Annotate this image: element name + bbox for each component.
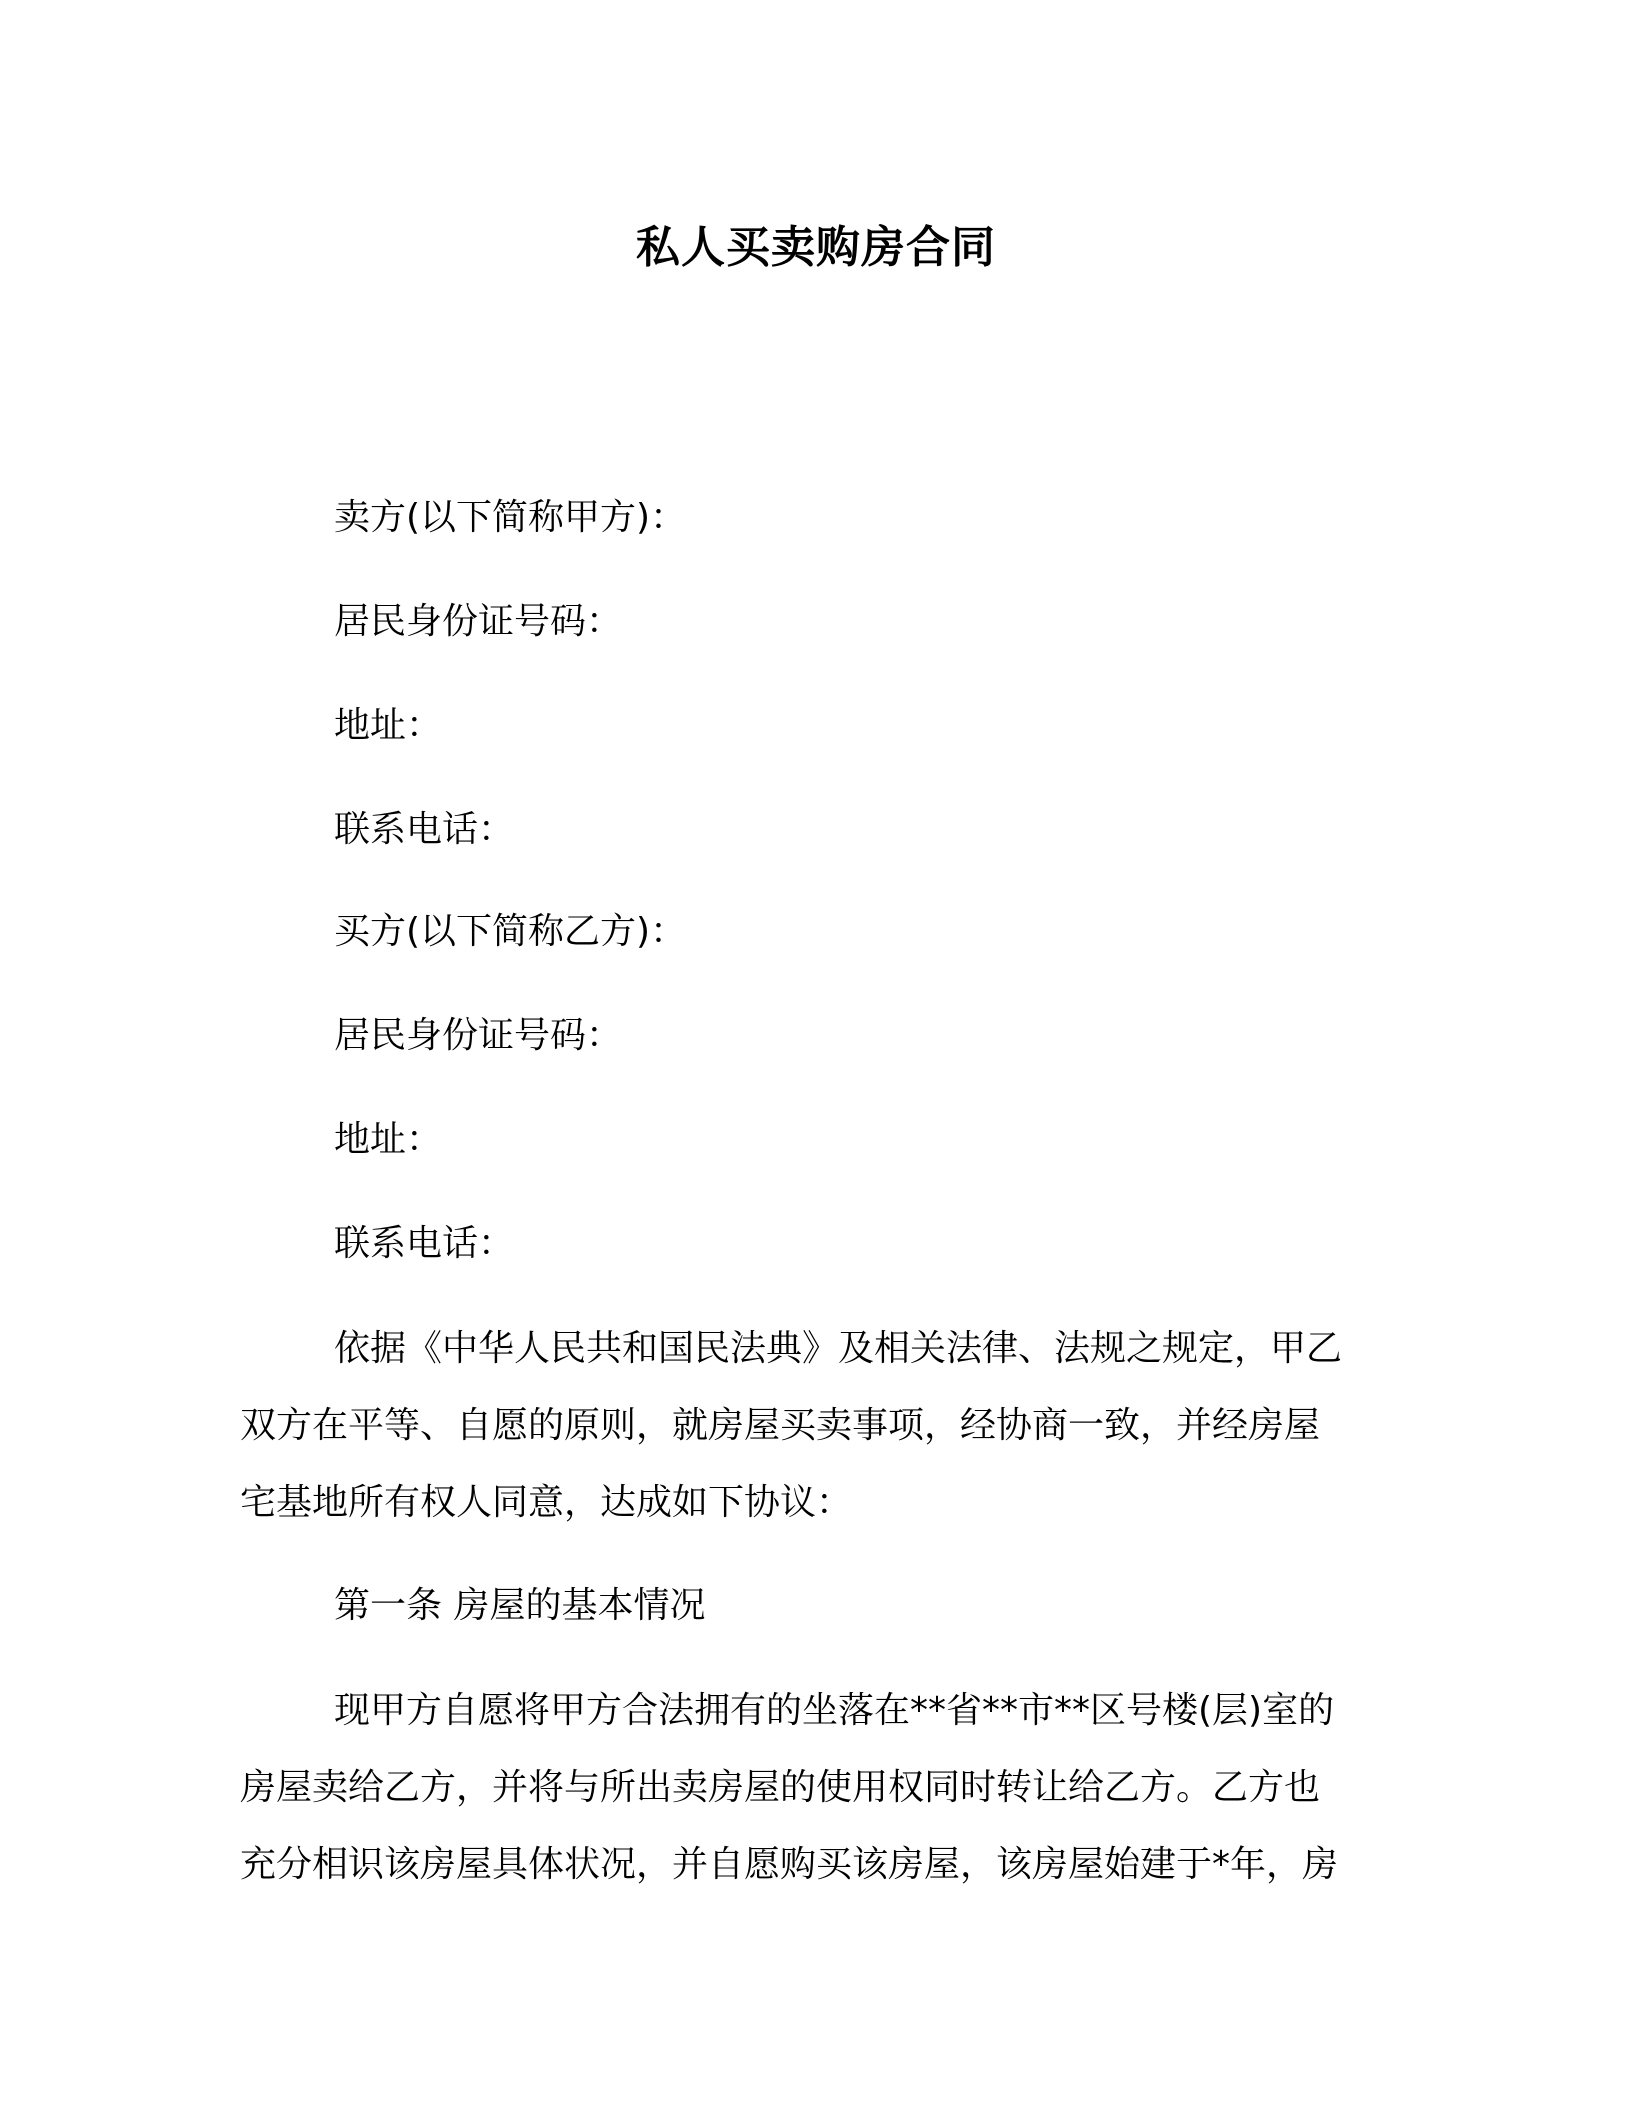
seller-id-label: 居民身份证号码： <box>334 601 623 642</box>
seller-phone-label: 联系电话： <box>334 809 515 850</box>
article1-line: 现甲方自愿将甲方合法拥有的坐落在**省**市**区号楼(层)室的 <box>334 1690 1335 1731</box>
article1-line: 房屋卖给乙方，并将与所出卖房屋的使用权同时转让给乙方。乙方也 <box>240 1767 1321 1808</box>
intro-line: 宅基地所有权人同意，达成如下协议： <box>240 1482 853 1523</box>
buyer-label: 买方(以下简称乙方)： <box>334 911 687 952</box>
intro-paragraph <box>240 1310 1390 1541</box>
article1-paragraph <box>240 1672 1390 1903</box>
intro-line: 双方在平等、自愿的原则，就房屋买卖事项，经协商一致，并经房屋 <box>240 1405 1321 1446</box>
buyer-phone-label: 联系电话： <box>334 1223 515 1264</box>
document-title: 私人买卖购房合同 <box>636 222 996 273</box>
intro-line: 依据《中华人民共和国民法典》及相关法律、法规之规定，甲乙 <box>334 1328 1343 1369</box>
buyer-address-label: 地址： <box>334 1119 443 1160</box>
seller-address-label: 地址： <box>334 705 443 746</box>
seller-label: 卖方(以下简称甲方)： <box>334 497 687 538</box>
article1-line: 充分相识该房屋具体状况，并自愿购买该房屋，该房屋始建于*年，房 <box>240 1844 1339 1885</box>
article1-heading: 第一条 房屋的基本情况 <box>334 1585 706 1626</box>
buyer-id-label: 居民身份证号码： <box>334 1015 623 1056</box>
